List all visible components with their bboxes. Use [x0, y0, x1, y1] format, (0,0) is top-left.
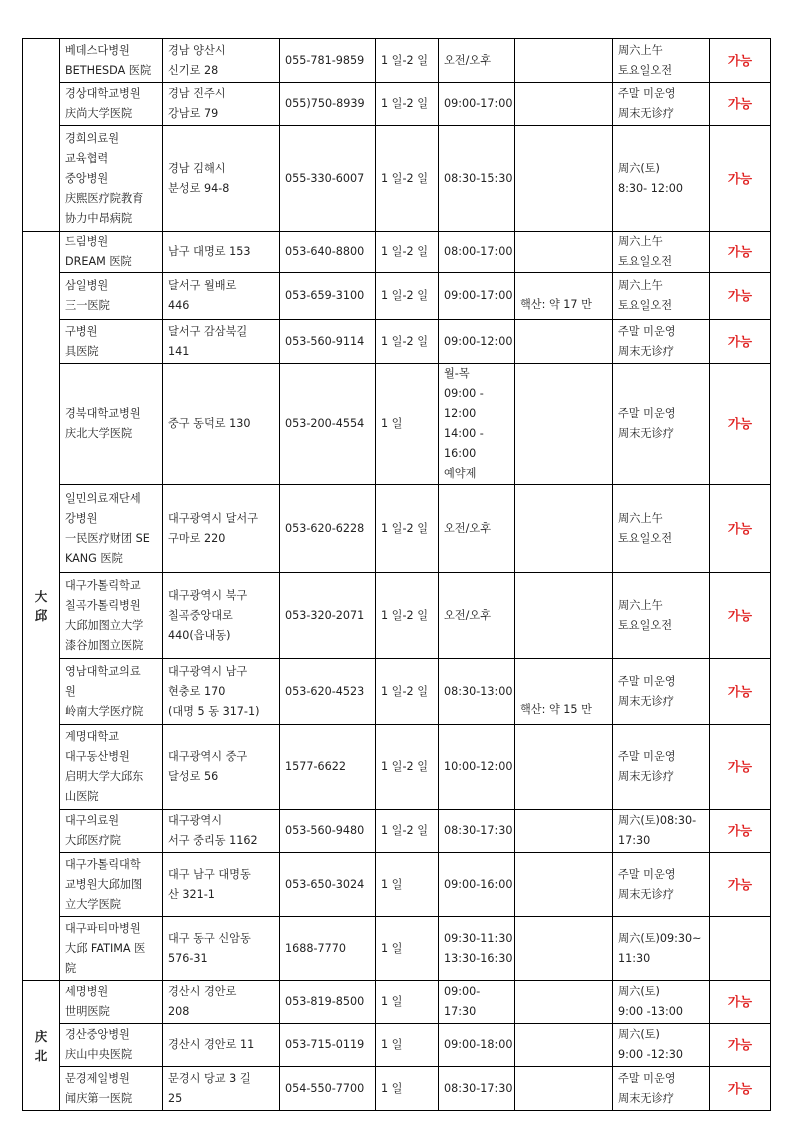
- availability: 가능: [710, 485, 771, 573]
- hospital-address: 중구 동덕로 130: [163, 364, 280, 485]
- table-row: [23, 273, 771, 320]
- hospital-name: 일민의료재단세 강병원 一民医疗财团 SE KANG 医院: [60, 485, 163, 573]
- hours: 08:30-17:30: [439, 1067, 515, 1111]
- test-cost: [515, 232, 613, 273]
- hospital-address: 대구 남구 대명동 산 321-1: [163, 853, 280, 917]
- result-time: 1 일: [376, 853, 439, 917]
- table-row: [23, 126, 771, 232]
- hours: 08:00-17:00: [439, 232, 515, 273]
- result-time: 1 일: [376, 981, 439, 1024]
- phone: 055-330-6007: [280, 126, 376, 232]
- hours: 월-목 09:00 - 12:00 14:00 - 16:00 예약제: [439, 364, 515, 485]
- test-cost: [515, 725, 613, 810]
- availability: 가능: [710, 126, 771, 232]
- test-cost: [515, 83, 613, 126]
- hospital-address: 경남 김해시 분성로 94-8: [163, 126, 280, 232]
- weekend: 周六上午 토요일오전: [613, 273, 710, 320]
- hospital-address: 대구광역시 남구 현충로 170 (대명 5 동 317-1): [163, 659, 280, 725]
- weekend: 주말 미운영 周末无诊疗: [613, 853, 710, 917]
- hours: 09:00-17:00: [439, 83, 515, 126]
- availability: 가능: [710, 83, 771, 126]
- hospital-name: 대구파티마병원 大邱 FATIMA 医 院: [60, 917, 163, 981]
- availability: 가능: [710, 810, 771, 853]
- hours: 08:30-13:00: [439, 659, 515, 725]
- availability: 가능: [710, 573, 771, 659]
- hours: 09:00-16:00: [439, 853, 515, 917]
- availability: 가능: [710, 725, 771, 810]
- hospital-address: 문경시 당교 3 길 25: [163, 1067, 280, 1111]
- test-cost: 핵산: 약 17 만: [515, 273, 613, 320]
- result-time: 1 일-2 일: [376, 320, 439, 364]
- test-cost: [515, 981, 613, 1024]
- test-cost: [515, 126, 613, 232]
- phone: 1688-7770: [280, 917, 376, 981]
- table-row: [23, 39, 771, 83]
- test-cost: [515, 810, 613, 853]
- result-time: 1 일-2 일: [376, 659, 439, 725]
- hospital-name: 경산중앙병원 庆山中央医院: [60, 1024, 163, 1067]
- hours: 09:00- 17:30: [439, 981, 515, 1024]
- table-row: [23, 573, 771, 659]
- test-cost: [515, 853, 613, 917]
- hours: 09:00-12:00: [439, 320, 515, 364]
- result-time: 1 일-2 일: [376, 273, 439, 320]
- test-cost: [515, 364, 613, 485]
- table-row: [23, 981, 771, 1024]
- weekend: 周六上午 토요일오전: [613, 485, 710, 573]
- result-time: 1 일-2 일: [376, 39, 439, 83]
- hospital-address: 경산시 경안로 11: [163, 1024, 280, 1067]
- hours: 오전/오후: [439, 39, 515, 83]
- test-cost: [515, 1024, 613, 1067]
- weekend: 周六上午 토요일오전: [613, 573, 710, 659]
- table-row: [23, 83, 771, 126]
- test-cost: [515, 39, 613, 83]
- test-cost: [515, 485, 613, 573]
- result-time: 1 일-2 일: [376, 810, 439, 853]
- table-row: [23, 853, 771, 917]
- weekend: 주말 미운영 周末无诊疗: [613, 320, 710, 364]
- phone: 053-320-2071: [280, 573, 376, 659]
- hospital-address: 경남 진주시 강남로 79: [163, 83, 280, 126]
- test-cost: 핵산: 약 15 만: [515, 659, 613, 725]
- hospital-address: 대구광역시 달서구 구마로 220: [163, 485, 280, 573]
- weekend: 주말 미운영 周末无诊疗: [613, 659, 710, 725]
- hospital-name: 세명병원 世明医院: [60, 981, 163, 1024]
- weekend: 周六(토)09:30~ 11:30: [613, 917, 710, 981]
- weekend: 주말 미운영 周末无诊疗: [613, 364, 710, 485]
- hospital-name: 경북대학교병원 庆北大学医院: [60, 364, 163, 485]
- availability: [710, 917, 771, 981]
- hospital-address: 달서구 감삼북길 141: [163, 320, 280, 364]
- result-time: 1 일: [376, 1024, 439, 1067]
- weekend: 周六上午 토요일오전: [613, 39, 710, 83]
- phone: 055-781-9859: [280, 39, 376, 83]
- table-row: [23, 810, 771, 853]
- table-row: [23, 232, 771, 273]
- hours: 10:00-12:00: [439, 725, 515, 810]
- weekend: 周六(토) 9:00 -12:30: [613, 1024, 710, 1067]
- phone: 053-819-8500: [280, 981, 376, 1024]
- hospital-name: 드림병원 DREAM 医院: [60, 232, 163, 273]
- result-time: 1 일-2 일: [376, 83, 439, 126]
- hospital-table: [22, 38, 771, 1111]
- hours: 09:00-18:00: [439, 1024, 515, 1067]
- availability: 가능: [710, 659, 771, 725]
- result-time: 1 일-2 일: [376, 573, 439, 659]
- hospital-address: 대구광역시 중구 달성로 56: [163, 725, 280, 810]
- availability: 가능: [710, 273, 771, 320]
- weekend: 주말 미운영 周末无诊疗: [613, 1067, 710, 1111]
- weekend: 周六(토) 9:00 -13:00: [613, 981, 710, 1024]
- result-time: 1 일-2 일: [376, 485, 439, 573]
- availability: 가능: [710, 981, 771, 1024]
- hospital-address: 달서구 월배로 446: [163, 273, 280, 320]
- hours: 08:30-17:30: [439, 810, 515, 853]
- hospital-name: 경희의료원 교육협력 중앙병원 庆熙医疗院教育 协力中昂病院: [60, 126, 163, 232]
- hospital-name: 대구의료원 大邱医疗院: [60, 810, 163, 853]
- result-time: 1 일: [376, 917, 439, 981]
- hospital-address: 대구 동구 신암동 576-31: [163, 917, 280, 981]
- table-row: [23, 1024, 771, 1067]
- hospital-name: 계명대학교 대구동산병원 启明大学大邱东 山医院: [60, 725, 163, 810]
- hospital-address: 경남 양산시 신기로 28: [163, 39, 280, 83]
- hospital-address: 경산시 경안로 208: [163, 981, 280, 1024]
- hospital-address: 남구 대명로 153: [163, 232, 280, 273]
- result-time: 1 일-2 일: [376, 725, 439, 810]
- hours: 08:30-15:30: [439, 126, 515, 232]
- table-row: [23, 320, 771, 364]
- phone: 053-640-8800: [280, 232, 376, 273]
- hospital-name: 문경제일병원 闻庆第一医院: [60, 1067, 163, 1111]
- test-cost: [515, 1067, 613, 1111]
- availability: 가능: [710, 39, 771, 83]
- phone: 053-560-9114: [280, 320, 376, 364]
- weekend: 周六(토) 8:30- 12:00: [613, 126, 710, 232]
- hospital-name: 경상대학교병원 庆尚大学医院: [60, 83, 163, 126]
- phone: 1577-6622: [280, 725, 376, 810]
- phone: 054-550-7700: [280, 1067, 376, 1111]
- phone: 053-659-3100: [280, 273, 376, 320]
- hospital-address: 대구광역시 북구 칠곡중앙대로 440(읍내동): [163, 573, 280, 659]
- hours: 09:30-11:30 13:30-16:30: [439, 917, 515, 981]
- phone: 053-560-9480: [280, 810, 376, 853]
- weekend: 주말 미운영 周末无诊疗: [613, 725, 710, 810]
- hospital-name: 대구가톨릭대학 교병원大邱加图 立大学医院: [60, 853, 163, 917]
- result-time: 1 일: [376, 1067, 439, 1111]
- test-cost: [515, 320, 613, 364]
- phone: 053-620-6228: [280, 485, 376, 573]
- result-time: 1 일: [376, 364, 439, 485]
- weekend: 주말 미운영 周末无诊疗: [613, 83, 710, 126]
- availability: 가능: [710, 232, 771, 273]
- availability: 가능: [710, 364, 771, 485]
- hospital-address: 대구광역시 서구 중리동 1162: [163, 810, 280, 853]
- availability: 가능: [710, 1067, 771, 1111]
- result-time: 1 일-2 일: [376, 126, 439, 232]
- phone: 053-650-3024: [280, 853, 376, 917]
- weekend: 周六(토)08:30- 17:30: [613, 810, 710, 853]
- result-time: 1 일-2 일: [376, 232, 439, 273]
- hours: 09:00-17:00: [439, 273, 515, 320]
- phone: 053-200-4554: [280, 364, 376, 485]
- availability: 가능: [710, 853, 771, 917]
- table-row: [23, 917, 771, 981]
- table-row: [23, 725, 771, 810]
- phone: 053-715-0119: [280, 1024, 376, 1067]
- hospital-name: 영남대학교의료 원 岭南大学医疗院: [60, 659, 163, 725]
- test-cost: [515, 917, 613, 981]
- table-row: [23, 1067, 771, 1111]
- weekend: 周六上午 토요일오전: [613, 232, 710, 273]
- table-row: [23, 485, 771, 573]
- hours: 오전/오후: [439, 485, 515, 573]
- hours: 오전/오후: [439, 573, 515, 659]
- availability: 가능: [710, 320, 771, 364]
- hospital-name: 삼일병원 三一医院: [60, 273, 163, 320]
- hospital-name: 구병원 具医院: [60, 320, 163, 364]
- phone: 053-620-4523: [280, 659, 376, 725]
- region-cell: [23, 39, 60, 232]
- hospital-name: 베데스다병원 BETHESDA 医院: [60, 39, 163, 83]
- availability: 가능: [710, 1024, 771, 1067]
- hospital-name: 대구가톨릭학교 칠곡가톨릭병원 大邱加图立大学 漆谷加图立医院: [60, 573, 163, 659]
- region-gyeongbuk: 庆 北: [23, 981, 60, 1111]
- test-cost: [515, 573, 613, 659]
- table-row: [23, 659, 771, 725]
- region-daegu: 大 邱: [23, 232, 60, 981]
- table-row: [23, 364, 771, 485]
- phone: 055)750-8939: [280, 83, 376, 126]
